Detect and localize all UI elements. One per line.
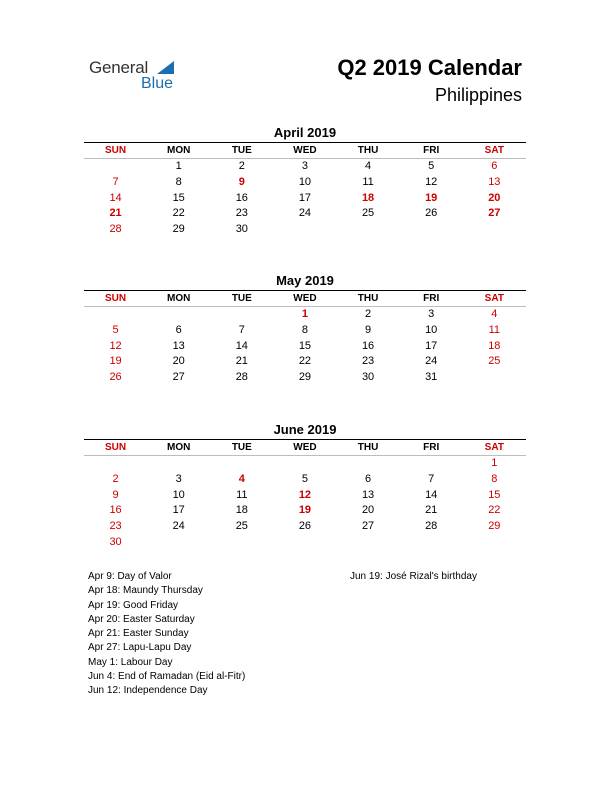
page-title: Q2 2019 Calendar [337, 55, 522, 80]
empty-day-cell [273, 456, 336, 472]
weekday-mon: MON [167, 442, 191, 453]
weekday-header [84, 143, 526, 159]
holiday-entry: Jun 12: Independence Day [88, 685, 208, 697]
weekday-tue: TUE [231, 442, 252, 453]
day-cell: 28 [425, 520, 438, 533]
day-cell: 27 [361, 520, 375, 533]
weekday-fri: FRI [423, 145, 440, 156]
day-cell: 4 [238, 472, 245, 485]
empty-day-cell [463, 222, 526, 238]
day-cell: 16 [361, 339, 375, 352]
day-cell: 23 [361, 355, 375, 368]
day-cell: 21 [235, 355, 248, 368]
day-cell: 29 [172, 223, 185, 236]
month-title: April 2019 [273, 125, 337, 140]
day-cell: 24 [425, 355, 438, 368]
weekday-wed: WED [293, 145, 317, 156]
day-cell: 28 [109, 223, 122, 236]
day-cell: 2 [238, 160, 245, 172]
day-cell: 26 [109, 371, 122, 384]
day-cell: 13 [361, 488, 375, 501]
day-cell: 6 [175, 323, 182, 336]
month-title: May 2019 [276, 273, 334, 288]
generalblue-logo [89, 56, 189, 96]
logo-word-blue: Blue [141, 75, 174, 92]
day-cell: 14 [109, 191, 122, 204]
day-cell: 5 [301, 472, 308, 485]
day-cell: 11 [362, 175, 374, 188]
holiday-entry: Apr 27: Lapu-Lapu Day [88, 642, 192, 654]
week-row [84, 323, 526, 339]
day-cell: 30 [235, 223, 248, 236]
day-cell: 23 [235, 207, 248, 220]
month-title: June 2019 [273, 422, 337, 437]
week-row [84, 159, 526, 175]
day-cell: 9 [112, 488, 119, 501]
empty-day-cell [84, 307, 147, 323]
day-cell: 2 [365, 308, 372, 320]
weekday-thu: THU [357, 145, 379, 156]
day-cell: 3 [175, 472, 182, 485]
empty-day-cell [463, 370, 526, 386]
day-cell: 22 [488, 504, 501, 517]
day-cell: 20 [172, 355, 185, 368]
weekday-sun: SUN [105, 145, 127, 156]
holiday-entry: Apr 20: Easter Saturday [88, 613, 195, 625]
day-cell: 1 [491, 457, 498, 469]
day-cell: 22 [172, 207, 185, 220]
day-cell: 1 [301, 308, 308, 320]
week-row [84, 206, 526, 222]
empty-day-cell [210, 456, 273, 472]
weekday-header [84, 291, 526, 307]
day-cell: 29 [488, 520, 501, 533]
weekday-sat: SAT [484, 145, 504, 156]
logo-word-general: General [89, 58, 149, 77]
day-cell: 18 [361, 191, 375, 204]
day-cell: 17 [298, 191, 312, 204]
weekday-fri: FRI [423, 293, 440, 304]
empty-day-cell [147, 456, 210, 472]
weekday-mon: MON [167, 145, 191, 156]
day-cell: 8 [491, 472, 498, 485]
day-cell: 21 [425, 504, 438, 517]
holiday-entry: Apr 19: Good Friday [88, 599, 179, 611]
day-cell: 13 [488, 175, 501, 188]
weekday-tue: TUE [231, 145, 252, 156]
day-cell: 22 [298, 355, 312, 368]
holiday-entry: Apr 9: Day of Valor [88, 571, 172, 582]
day-cell: 4 [365, 160, 372, 172]
weekday-wed: WED [293, 293, 317, 304]
day-cell: 29 [298, 371, 312, 384]
empty-day-cell [147, 535, 210, 551]
day-cell: 16 [109, 504, 122, 517]
country-subtitle: Philippines [434, 85, 522, 105]
day-cell: 26 [425, 207, 438, 220]
day-cell: 15 [172, 191, 185, 204]
day-cell: 19 [298, 504, 312, 517]
holiday-list-secondary [350, 570, 477, 584]
week-row [84, 191, 526, 207]
empty-day-cell [400, 535, 463, 551]
day-cell: 14 [425, 488, 438, 501]
empty-day-cell [210, 535, 273, 551]
day-cell: 25 [235, 520, 248, 533]
logo-triangle-icon [157, 61, 174, 74]
weekday-tue: TUE [231, 293, 252, 304]
week-row [84, 370, 526, 386]
week-row [84, 354, 526, 370]
day-cell: 20 [361, 504, 375, 517]
day-cell: 18 [235, 504, 248, 517]
day-cell: 19 [109, 355, 122, 368]
day-cell: 21 [109, 207, 122, 220]
day-cell: 8 [175, 175, 182, 188]
day-cell: 9 [365, 323, 372, 336]
empty-day-cell [273, 222, 336, 238]
empty-day-cell [337, 535, 400, 551]
week-row [84, 456, 526, 472]
day-cell: 28 [235, 371, 248, 384]
day-cell: 7 [238, 323, 245, 336]
weekday-thu: THU [357, 293, 379, 304]
day-cell: 2 [112, 472, 119, 485]
day-cell: 6 [365, 472, 372, 485]
week-row [84, 222, 526, 238]
weekday-wed: WED [293, 442, 317, 453]
day-cell: 1 [175, 160, 182, 172]
week-row [84, 175, 526, 191]
holiday-entry: May 1: Labour Day [88, 656, 173, 668]
empty-day-cell [400, 222, 463, 238]
day-cell: 12 [298, 488, 312, 501]
day-cell: 16 [235, 191, 248, 204]
week-row [84, 535, 526, 551]
weekday-fri: FRI [423, 442, 440, 453]
day-cell: 31 [425, 371, 438, 384]
weekday-sat: SAT [484, 293, 504, 304]
empty-day-cell [400, 456, 463, 472]
day-cell: 14 [235, 339, 248, 352]
day-cell: 30 [109, 535, 122, 548]
day-cell: 26 [298, 520, 312, 533]
week-row [84, 307, 526, 323]
week-row [84, 503, 526, 519]
holiday-entry: Apr 18: Maundy Thursday [88, 585, 203, 597]
empty-day-cell [84, 456, 147, 472]
weekday-header [84, 440, 526, 456]
day-cell: 5 [428, 160, 435, 172]
day-cell: 11 [236, 488, 248, 501]
day-cell: 25 [488, 355, 501, 368]
month-june [84, 421, 526, 551]
day-cell: 7 [428, 472, 435, 485]
day-cell: 4 [491, 308, 498, 320]
day-cell: 3 [428, 308, 435, 320]
day-cell: 7 [112, 175, 119, 188]
holiday-list [88, 570, 245, 699]
month-april [84, 124, 526, 238]
day-cell: 10 [298, 175, 312, 188]
holiday-entry: Jun 19: José Rizal's birthday [350, 571, 477, 582]
weekday-sun: SUN [105, 442, 127, 453]
day-cell: 17 [172, 504, 185, 517]
day-cell: 23 [109, 520, 122, 533]
day-cell: 12 [109, 339, 122, 352]
day-cell: 27 [172, 371, 185, 384]
weekday-mon: MON [167, 293, 191, 304]
empty-day-cell [147, 307, 210, 323]
day-cell: 5 [112, 323, 119, 336]
weekday-sun: SUN [105, 293, 127, 304]
holiday-entry: Apr 21: Easter Sunday [88, 628, 189, 640]
day-cell: 15 [488, 488, 501, 501]
holiday-entry: Jun 4: End of Ramadan (Eid al-Fitr) [88, 671, 246, 683]
empty-day-cell [210, 307, 273, 323]
day-cell: 25 [361, 207, 375, 220]
week-row [84, 472, 526, 488]
week-row [84, 488, 526, 504]
day-cell: 8 [301, 323, 308, 336]
empty-day-cell [463, 535, 526, 551]
day-cell: 17 [425, 339, 438, 352]
day-cell: 24 [298, 207, 312, 220]
day-cell: 11 [488, 323, 501, 336]
day-cell: 20 [488, 191, 501, 204]
day-cell: 19 [425, 191, 438, 204]
day-cell: 12 [425, 175, 438, 188]
month-may [84, 272, 526, 386]
day-cell: 6 [491, 160, 498, 172]
empty-day-cell [84, 159, 147, 175]
day-cell: 9 [238, 175, 245, 188]
day-cell: 27 [488, 207, 501, 220]
week-row [84, 339, 526, 355]
day-cell: 18 [488, 339, 501, 352]
day-cell: 10 [172, 488, 185, 501]
weekday-sat: SAT [484, 442, 504, 453]
day-cell: 30 [361, 371, 375, 384]
week-row [84, 519, 526, 535]
day-cell: 15 [298, 339, 312, 352]
day-cell: 10 [425, 323, 438, 336]
empty-day-cell [337, 222, 400, 238]
day-cell: 13 [172, 339, 185, 352]
empty-day-cell [337, 456, 400, 472]
day-cell: 24 [172, 520, 185, 533]
empty-day-cell [273, 535, 336, 551]
weekday-thu: THU [357, 442, 379, 453]
day-cell: 3 [301, 160, 308, 172]
